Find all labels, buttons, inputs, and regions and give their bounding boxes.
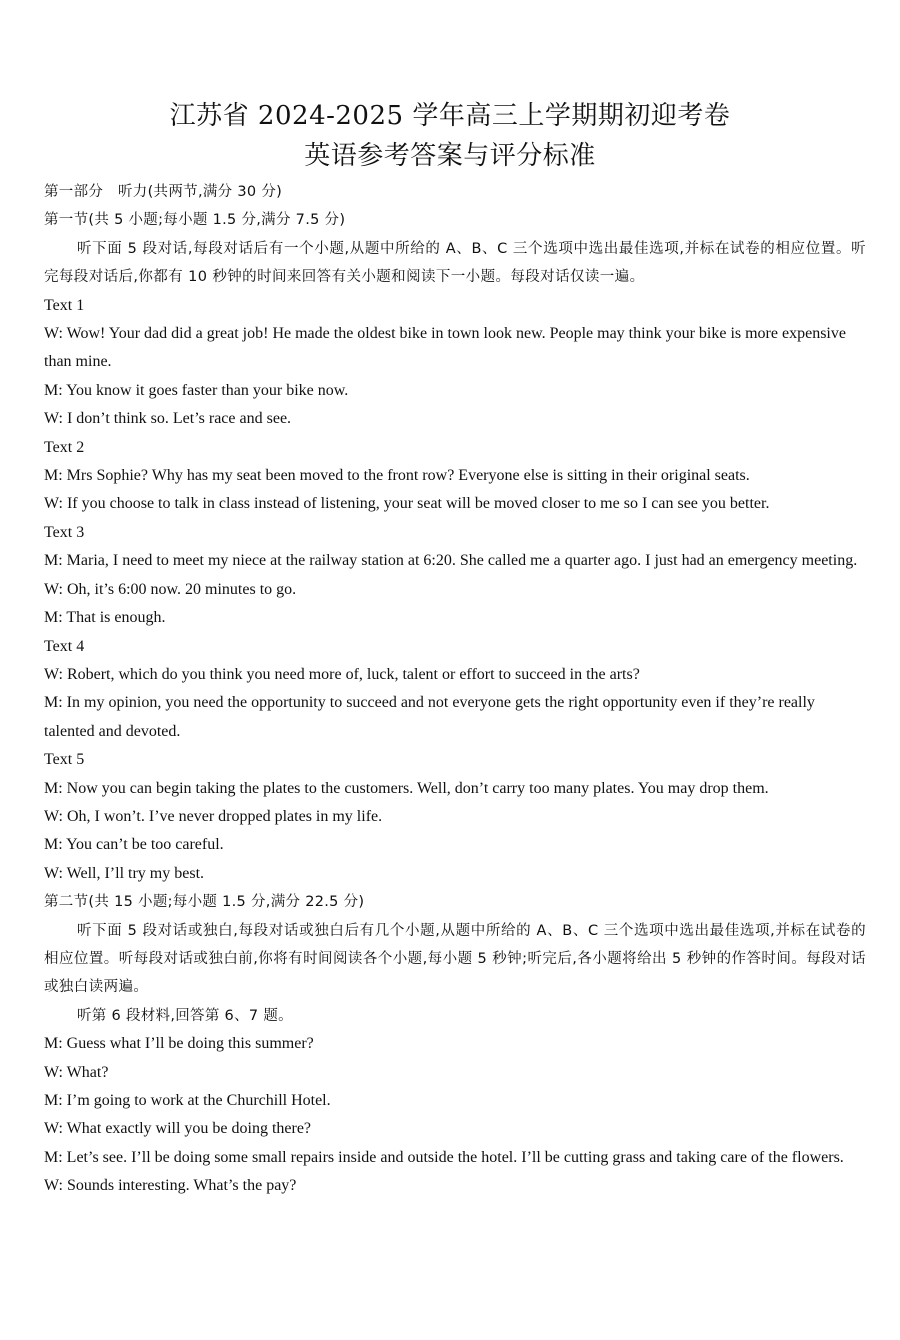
material6-heading: 听第 6 段材料,回答第 6、7 题。 xyxy=(77,1007,293,1024)
section1-heading: 第一节(共 5 小题;每小题 1.5 分,满分 7.5 分) xyxy=(44,212,346,229)
dialogue-line: M: I’m going to work at the Churchill Hotel. xyxy=(44,1092,331,1109)
dialogue-line: W: If you choose to talk in class instead of listening, your seat will be moved closer to me so I can see you better. xyxy=(44,495,770,513)
dialogue-line: M: You know it goes faster than your bike now. xyxy=(44,381,349,399)
section1-instructions: 听下面 5 段对话,每段对话后有一个小题,从题中所给的 A、B、C 三个选项中选出最佳选项,并标在试卷的相应位置。听完每段对话后,你都有 10 秒钟的时间来回答有关小题和阅读下一小题。每段对话仅读一遍。 xyxy=(44,240,866,286)
text1-label: Text 1 xyxy=(44,296,85,314)
dialogue-line: W: Wow! Your dad did a great job! He made the oldest bike in town look new. People may think your bike is more expensive than mine. xyxy=(44,325,846,371)
text4-label: Text 4 xyxy=(44,637,85,655)
dialogue-line: W: Oh, it’s 6:00 now. 20 minutes to go. xyxy=(44,580,297,598)
dialogue-line: W: What? xyxy=(44,1063,109,1081)
dialogue-line: M: That is enough. xyxy=(44,609,166,627)
dialogue-line: W: Oh, I won’t. I’ve never dropped plates in my life. xyxy=(44,807,383,825)
section2-instructions: 听下面 5 段对话或独白,每段对话或独白后有几个小题,从题中所给的 A、B、C 三个选项中选出最佳选项,并标在试卷的相应位置。听每段对话或独白前,你将有时间阅读各个小题,每小题 5 秒钟;听完后,各小题将给出 5 秒钟的作答时间。每段对话或独白读两遍。 xyxy=(44,922,866,996)
document-title: 江苏省 2024-2025 学年高三上学期期初迎考卷 xyxy=(169,101,731,131)
dialogue-line: W: Sounds interesting. What’s the pay? xyxy=(44,1177,297,1195)
dialogue-line: M: Maria, I need to meet my niece at the railway station at 6:20. She called me a quarter ago. I just had an emergency meeting. xyxy=(44,552,858,570)
section2-heading: 第二节(共 15 小题;每小题 1.5 分,满分 22.5 分) xyxy=(44,894,365,911)
dialogue-line: M: Now you can begin taking the plates to the customers. Well, don’t carry too many plates. You may drop them. xyxy=(44,779,769,797)
text2-label: Text 2 xyxy=(44,438,85,456)
document-subtitle: 英语参考答案与评分标准 xyxy=(304,141,596,171)
document-body xyxy=(44,178,866,1201)
dialogue-line: M: You can’t be too careful. xyxy=(44,836,224,854)
dialogue-line: W: Robert, which do you think you need more of, luck, talent or effort to succeed in the arts? xyxy=(44,665,640,683)
dialogue-line: W: I don’t think so. Let’s race and see. xyxy=(44,410,292,428)
dialogue-line: M: Guess what I’ll be doing this summer? xyxy=(44,1035,314,1053)
dialogue-line: M: Mrs Sophie? Why has my seat been moved to the front row? Everyone else is sitting in their original seats. xyxy=(44,467,750,485)
dialogue-line: M: Let’s see. I’ll be doing some small repairs inside and outside the hotel. I’ll be cutting grass and taking care of the flowers. xyxy=(44,1148,844,1166)
dialogue-line: W: What exactly will you be doing there? xyxy=(44,1120,312,1138)
text5-label: Text 5 xyxy=(44,751,85,769)
dialogue-line: M: In my opinion, you need the opportunity to succeed and not everyone gets the right opportunity even if they’re really talented and devoted. xyxy=(44,694,815,740)
part1-heading: 第一部分 听力(共两节,满分 30 分) xyxy=(44,184,283,200)
dialogue-line: W: Well, I’ll try my best. xyxy=(44,864,205,882)
text3-label: Text 3 xyxy=(44,523,85,541)
